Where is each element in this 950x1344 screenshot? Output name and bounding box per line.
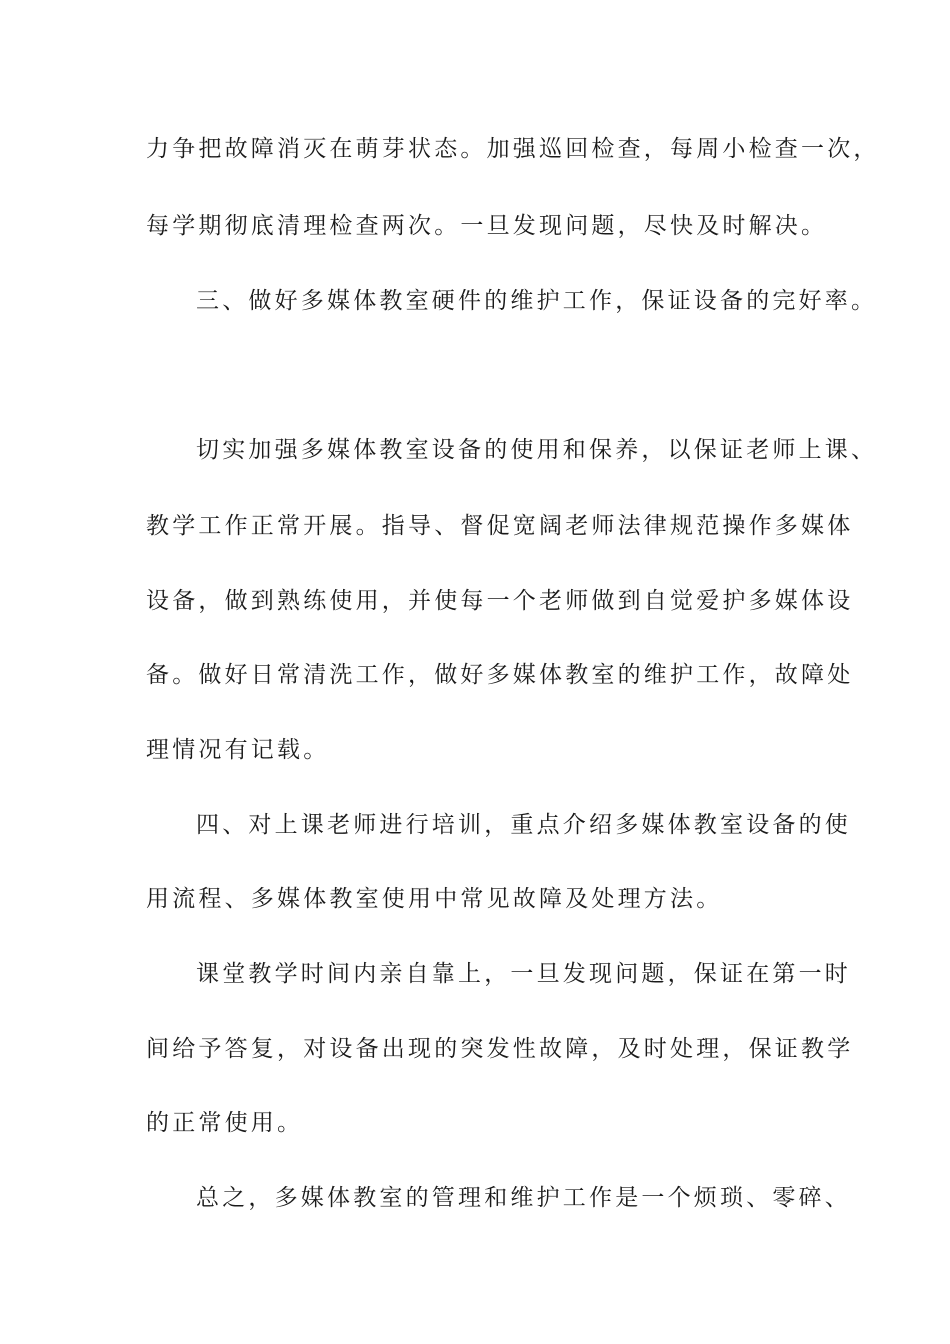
text-line-5: 教学工作正常开展。指导、督促宽阔老师法律规范操作多媒体 bbox=[146, 513, 854, 539]
text-line-1: 力争把故障消灭在萌芽状态。加强巡回检查，每周小检查一次， bbox=[146, 136, 880, 162]
text-line-12: 间给予答复，对设备出现的突发性故障，及时处理，保证教学 bbox=[146, 1036, 854, 1062]
text-line-8: 理情况有记载。 bbox=[146, 737, 330, 763]
text-line-14: 总之，多媒体教室的管理和维护工作是一个烦琐、零碎、 bbox=[196, 1185, 851, 1211]
text-line-7: 备。做好日常清洗工作，做好多媒体教室的维护工作，故障处 bbox=[146, 662, 854, 688]
text-line-2: 每学期彻底清理检查两次。一旦发现问题，尽快及时解决。 bbox=[146, 213, 828, 239]
text-line-10: 用流程、多媒体教室使用中常见故障及处理方法。 bbox=[146, 886, 723, 912]
text-line-13: 的正常使用。 bbox=[146, 1110, 304, 1136]
text-line-6: 设备，做到熟练使用，并使每一个老师做到自觉爱护多媒体设 bbox=[146, 588, 854, 614]
text-line-4: 切实加强多媒体教室设备的使用和保养，以保证老师上课、 bbox=[196, 437, 878, 463]
text-line-11: 课堂教学时间内亲自靠上，一旦发现问题，保证在第一时 bbox=[196, 961, 851, 987]
section-heading-3: 三、做好多媒体教室硬件的维护工作，保证设备的完好率。 bbox=[196, 288, 878, 314]
section-heading-4: 四、对上课老师进行培训，重点介绍多媒体教室设备的使 bbox=[196, 812, 851, 838]
